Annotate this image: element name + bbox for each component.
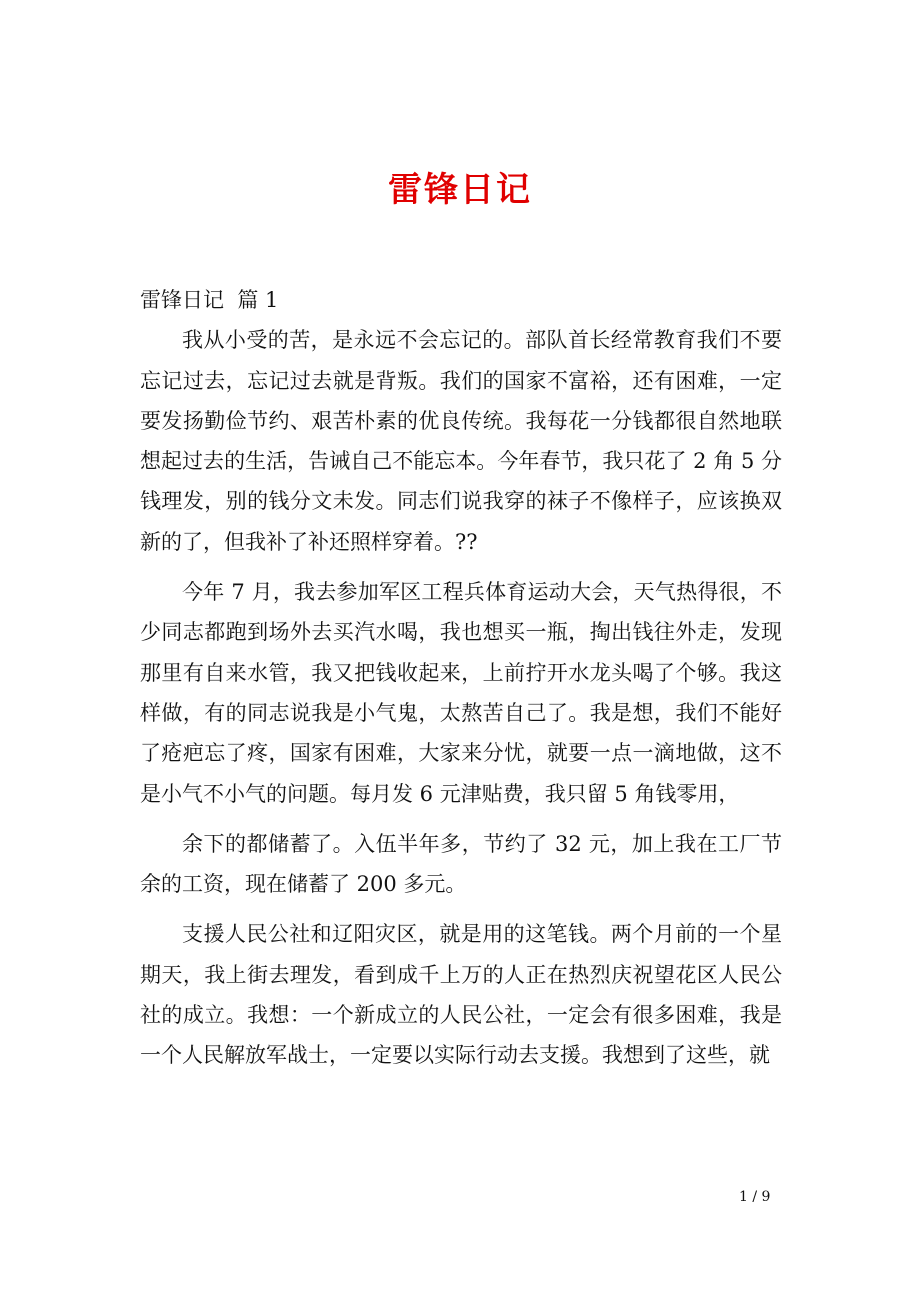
page-number: 1 / 9 bbox=[739, 1189, 771, 1205]
paragraph-3: 余下的都储蓄了。入伍半年多，节约了 32 元，加上我在工厂节余的工资，现在储蓄了 200 多元。 bbox=[140, 831, 782, 897]
paragraph-2: 今年 7 月，我去参加军区工程兵体育运动大会，天气热得很，不少同志都跑到场外去买汽水喝，我也想买一瓶，掏出钱往外走，发现那里有自来水管，我又把钱收起来，上前拧开水龙头喝了个够。我这样做，有的同志说我是小气鬼，太熬苦自己了。我是想，我们不能好了疮疤忘了疼，国家有困难，大家来分忧，就要一点一滴地做，这不是小气不小气的问题。每月发 6 元津贴费，我只留 5 角钱零用， bbox=[140, 580, 782, 806]
document-body bbox=[140, 280, 782, 1076]
paragraph-1: 我从小受的苦，是永远不会忘记的。部队首长经常教育我们不要忘记过去，忘记过去就是背叛。我们的国家不富裕，还有困难，一定要发扬勤俭节约、艰苦朴素的优良传统。我每花一分钱都很自然地联想起过去的生活，告诫自己不能忘本。今年春节，我只花了 2 角 5 分钱理发，别的钱分文未发。同志们说我穿的袜子不像样子，应该换双新的了，但我补了补还照样穿着。?? bbox=[140, 328, 782, 554]
paragraph-4: 支援人民公社和辽阳灾区，就是用的这笔钱。两个月前的一个星期天，我上街去理发，看到成千上万的人正在热烈庆祝望花区人民公社的成立。我想：一个新成立的人民公社，一定会有很多困难，我是一个人民解放军战士，一定要以实际行动去支援。我想到了这些，就 bbox=[140, 922, 782, 1068]
section-heading: 雷锋日记 篇 1 bbox=[140, 288, 279, 312]
document-title: 雷锋日记 bbox=[388, 169, 532, 210]
